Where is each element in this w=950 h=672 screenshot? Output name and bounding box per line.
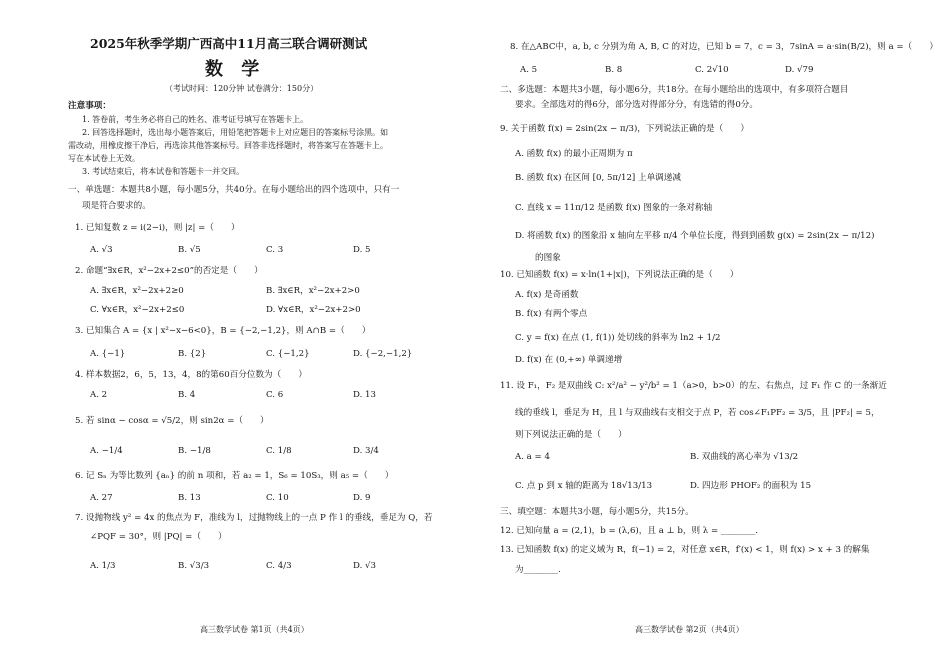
notice-2-cont: 需改动，用橡皮擦干净后，再选涂其他答案标号。回答非选择题时，将答案写在答题卡上。 <box>68 141 388 150</box>
q1-option-a: A. √3 <box>90 245 113 255</box>
question-13-cont: 为________. <box>515 565 561 575</box>
question-2: 2. 命题“∃x∈R，x²−2x+2≤0”的否定是（ ） <box>75 266 263 276</box>
question-8: 8. 在△ABC中，a, b, c 分别为角 A, B, C 的对边，已知 b = 7，c = 3，7sinA = a·sin(B/2)，则 a =（ ） <box>510 42 938 52</box>
question-11-end: 则下列说法正确的是（ ） <box>515 430 627 440</box>
section-1-heading-cont: 项是符合要求的。 <box>82 201 151 211</box>
notice-title: 注意事项： <box>68 101 111 111</box>
exam-title: 2025年秋季学期广西高中11月高三联合调研测试 <box>90 36 368 51</box>
question-12: 12. 已知向量 a = (2,1)，b = (λ,6)，且 a ⊥ b，则 λ = ________. <box>500 526 759 536</box>
notice-1: 1. 答卷前，考生务必将自己的姓名、准考证号填写在答题卡上。 <box>82 115 309 124</box>
q10-option-d: D. f(x) 在 (0,+∞) 单调递增 <box>515 355 623 365</box>
q5-option-c: C. 1/8 <box>266 446 292 456</box>
q10-option-a: A. f(x) 是奇函数 <box>515 290 579 300</box>
q4-option-c: C. 6 <box>266 390 284 400</box>
question-9: 9. 关于函数 f(x) = 2sin(2x − π/3)，下列说法正确的是（ ） <box>500 124 750 134</box>
question-7-cont: ∠PQF = 30°，则 |PQ| =（ ） <box>90 532 227 542</box>
notice-2-end: 写在本试卷上无效。 <box>68 154 140 163</box>
question-11: 11. 设 F₁，F₂ 是双曲线 C: x²/a² − y²/b² = 1（a>0，b>0）的左、右焦点，过 F₁ 作 C 的一条渐近 <box>500 381 887 391</box>
q6-option-d: D. 9 <box>353 493 371 503</box>
q11-option-b: B. 双曲线的离心率为 √13/2 <box>690 452 799 462</box>
q11-option-a: A. a = 4 <box>515 452 550 462</box>
q5-option-d: D. 3/4 <box>353 446 379 456</box>
page-footer-1: 高三数学试卷 第1页（共4页） <box>200 625 309 634</box>
question-4: 4. 样本数据2，6，5，13，4，8的第60百分位数为（ ） <box>75 370 308 380</box>
notice-2: 2. 回答选择题时，选出每小题答案后，用铅笔把答题卡上对应题目的答案标号涂黑。如 <box>82 128 389 137</box>
question-6: 6. 记 Sₙ 为等比数列 {aₙ} 的前 n 项和，若 a₂ = 1，S₆ = 10S₃，则 a₅ =（ ） <box>75 471 394 481</box>
q9-option-b: B. 函数 f(x) 在区间 [0, 5π/12] 上单调递减 <box>515 173 681 183</box>
q4-option-a: A. 2 <box>90 390 108 400</box>
q5-option-a: A. −1/4 <box>90 446 123 456</box>
q8-option-a: A. 5 <box>520 65 538 75</box>
q3-option-c: C. {−1,2} <box>266 349 310 359</box>
q10-option-b: B. f(x) 有两个零点 <box>515 309 588 319</box>
q3-option-b: B. {2} <box>178 349 207 359</box>
question-5: 5. 若 sinα − cosα = √5/2，则 sin2α =（ ） <box>75 416 269 426</box>
q8-option-c: C. 2√10 <box>695 65 729 75</box>
question-10: 10. 已知函数 f(x) = x·ln(1+|x|)，下列说法正确的是（ ） <box>500 270 739 280</box>
q1-option-c: C. 3 <box>266 245 284 255</box>
section-2-heading: 二、多选题：本题共3小题，每小题6分，共18分。在每小题给出的选项中，有多项符合题目 <box>500 85 849 95</box>
q4-option-d: D. 13 <box>353 390 376 400</box>
q6-option-b: B. 13 <box>178 493 201 503</box>
q9-option-d-cont: 的图象 <box>535 253 561 263</box>
question-7: 7. 设抛物线 y² = 4x 的焦点为 F，准线为 l，过抛物线上的一点 P 作 l 的垂线，垂足为 Q，若 <box>75 513 433 523</box>
q6-option-a: A. 27 <box>90 493 113 503</box>
q3-option-d: D. {−2,−1,2} <box>353 349 413 359</box>
section-2-heading-cont: 要求。全部选对的得6分，部分选对得部分分，有选错的得0分。 <box>515 100 758 110</box>
q3-option-a: A. {−1} <box>90 349 126 359</box>
question-1: 1. 已知复数 z = i(2−i)，则 |z| =（ ） <box>75 223 240 233</box>
subject-title: 数 学 <box>205 59 266 80</box>
q2-option-d: D. ∀x∈R，x²−2x+2>0 <box>266 305 361 315</box>
q2-option-a: A. ∃x∈R，x²−2x+2≥0 <box>90 286 184 296</box>
section-1-heading: 一、单选题：本题共8小题，每小题5分，共40分。在每小题给出的四个选项中，只有一 <box>68 185 400 195</box>
q11-option-d: D. 四边形 PHOF₂ 的面积为 15 <box>690 481 812 491</box>
notice-3: 3. 考试结束后，将本试卷和答题卡一并交回。 <box>82 167 245 176</box>
q2-option-b: B. ∃x∈R，x²−2x+2>0 <box>266 286 360 296</box>
q10-option-c: C. y = f(x) 在点 (1, f(1)) 处切线的斜率为 ln2 + 1/2 <box>515 333 721 343</box>
question-11-cont: 线的垂线 l，垂足为 H，且 l 与双曲线右支相交于点 P，若 cos∠F₁PF₂ = 3/5，且 |PF₂| = 5， <box>515 408 880 418</box>
q9-option-d: D. 将函数 f(x) 的图象沿 x 轴向左平移 π/4 个单位长度，得到到函数 g(x) = 2sin(2x − π/12) <box>515 231 875 241</box>
question-13: 13. 已知函数 f(x) 的定义域为 R，f(−1) = 2，对任意 x∈R，f′(x) < 1，则 f(x) > x + 3 的解集 <box>500 545 870 555</box>
exam-info: （考试时间：120分钟 试卷满分：150分） <box>165 84 319 93</box>
q8-option-b: B. 8 <box>605 65 623 75</box>
q2-option-c: C. ∀x∈R，x²−2x+2≤0 <box>90 305 185 315</box>
q7-option-a: A. 1/3 <box>90 561 116 571</box>
q7-option-b: B. √3/3 <box>178 561 210 571</box>
page-right <box>475 0 950 672</box>
q7-option-d: D. √3 <box>353 561 376 571</box>
q1-option-b: B. √5 <box>178 245 201 255</box>
q6-option-c: C. 10 <box>266 493 289 503</box>
section-3-heading: 三、填空题：本题共3小题，每小题5分，共15分。 <box>500 507 694 517</box>
q9-option-a: A. 函数 f(x) 的最小正周期为 π <box>515 149 633 159</box>
q1-option-d: D. 5 <box>353 245 371 255</box>
q5-option-b: B. −1/8 <box>178 446 211 456</box>
q9-option-c: C. 直线 x = 11π/12 是函数 f(x) 图象的一条对称轴 <box>515 203 713 213</box>
page-footer-2: 高三数学试卷 第2页（共4页） <box>635 625 744 634</box>
q8-option-d: D. √79 <box>785 65 814 75</box>
q7-option-c: C. 4/3 <box>266 561 292 571</box>
q11-option-c: C. 点 p 到 x 轴的距离为 18√13/13 <box>515 481 653 491</box>
question-3: 3. 已知集合 A = {x | x²−x−6<0}，B = {−2,−1,2}，则 A∩B =（ ） <box>75 326 371 336</box>
q4-option-b: B. 4 <box>178 390 196 400</box>
